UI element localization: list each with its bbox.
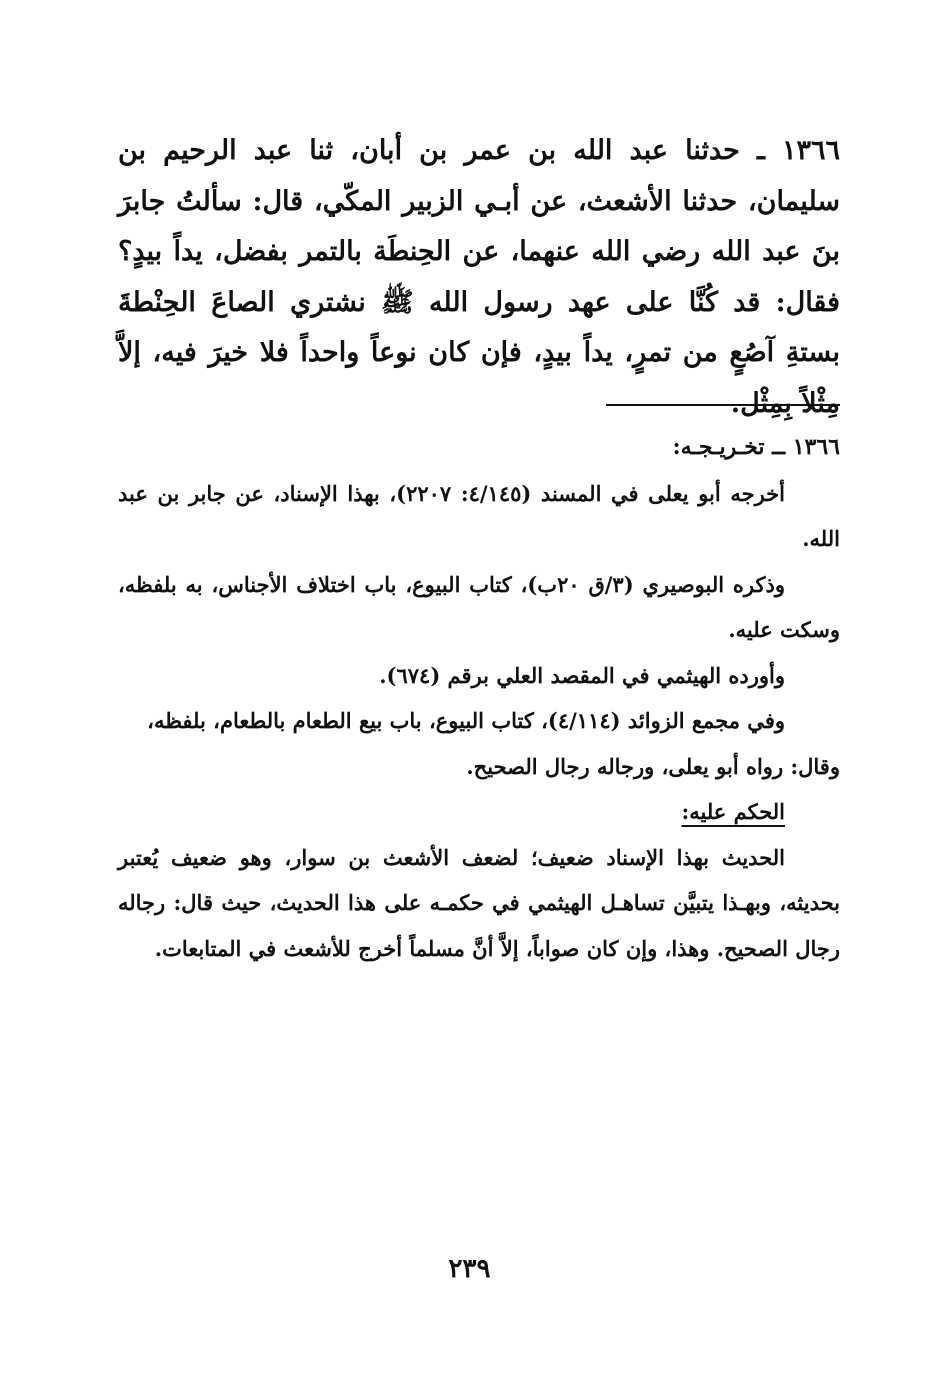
commentary: [118, 425, 840, 971]
takhrij-paragraph-2: وذكره البوصيري (٣/ق ٢٠ب)، كتاب البيوع، باب اختلاف الأجناس، به بلفظه، وسكت عليه.: [118, 571, 840, 642]
takhrij-paragraph-4: وفي مجمع الزوائد (٤/١١٤)، كتاب البيوع، باب بيع الطعام بالطعام، بلفظه،: [147, 708, 785, 733]
page-number: ٢٣٩: [448, 1254, 491, 1284]
takhrij-heading: ١٣٦٦ ــ تخـريـجـه:: [672, 434, 840, 460]
takhrij-paragraph-1: أخرجه أبو يعلى في المسند (٤/١٤٥: ٢٢٠٧)، بهذا الإسناد، عن جابر بن عبد الله.: [118, 480, 840, 551]
takhrij-paragraph-3: وأورده الهيثمي في المقصد العلي برقم (٦٧٤).: [379, 662, 785, 688]
footnote-divider: [606, 404, 840, 406]
hadith-text: ١٣٦٦ ـ حدثنا عبد الله بن عمر بن أبان، ثنا عبد الرحيم بن سليمان، حدثنا الأشعث، عن أبـي الزبير المكّي، قال: سألتُ جابرَ بنَ عبد الله رضي الله عنهما، عن الحِنطَة بالتمر بفضل، يداً بيدٍ؟ فقال: قد كُنَّا على عهد رسول الله ﷺ نشتري الصاعَ الحِنْطةَ بستةِ آصُعٍ من تمرٍ، يداً بيدٍ، فإن كان نوعاً واحداً فلا خيرَ فيه، إلاَّ مِثْلاً بِمِثْل.: [118, 135, 841, 419]
ruling-heading: الحكم عليه:: [681, 799, 785, 824]
ruling-text: الحديث بهذا الإسناد ضعيف؛ لضعف الأشعث بن سوار، وهو ضعيف يُعتبر بحديثه، وبهـذا يتبيَّن تساهـل الهيثمي في حكمـه على هذا الحديث، حيث قال: رجاله رجال الصحيح. وهذا، وإن كان صواباً، إلاَّ أنَّ مسلماً أخرج للأشعث في المتابعات.: [118, 844, 840, 961]
takhrij-continuation: وقال: رواه أبو يعلى، ورجاله رجال الصحيح.: [466, 753, 840, 779]
